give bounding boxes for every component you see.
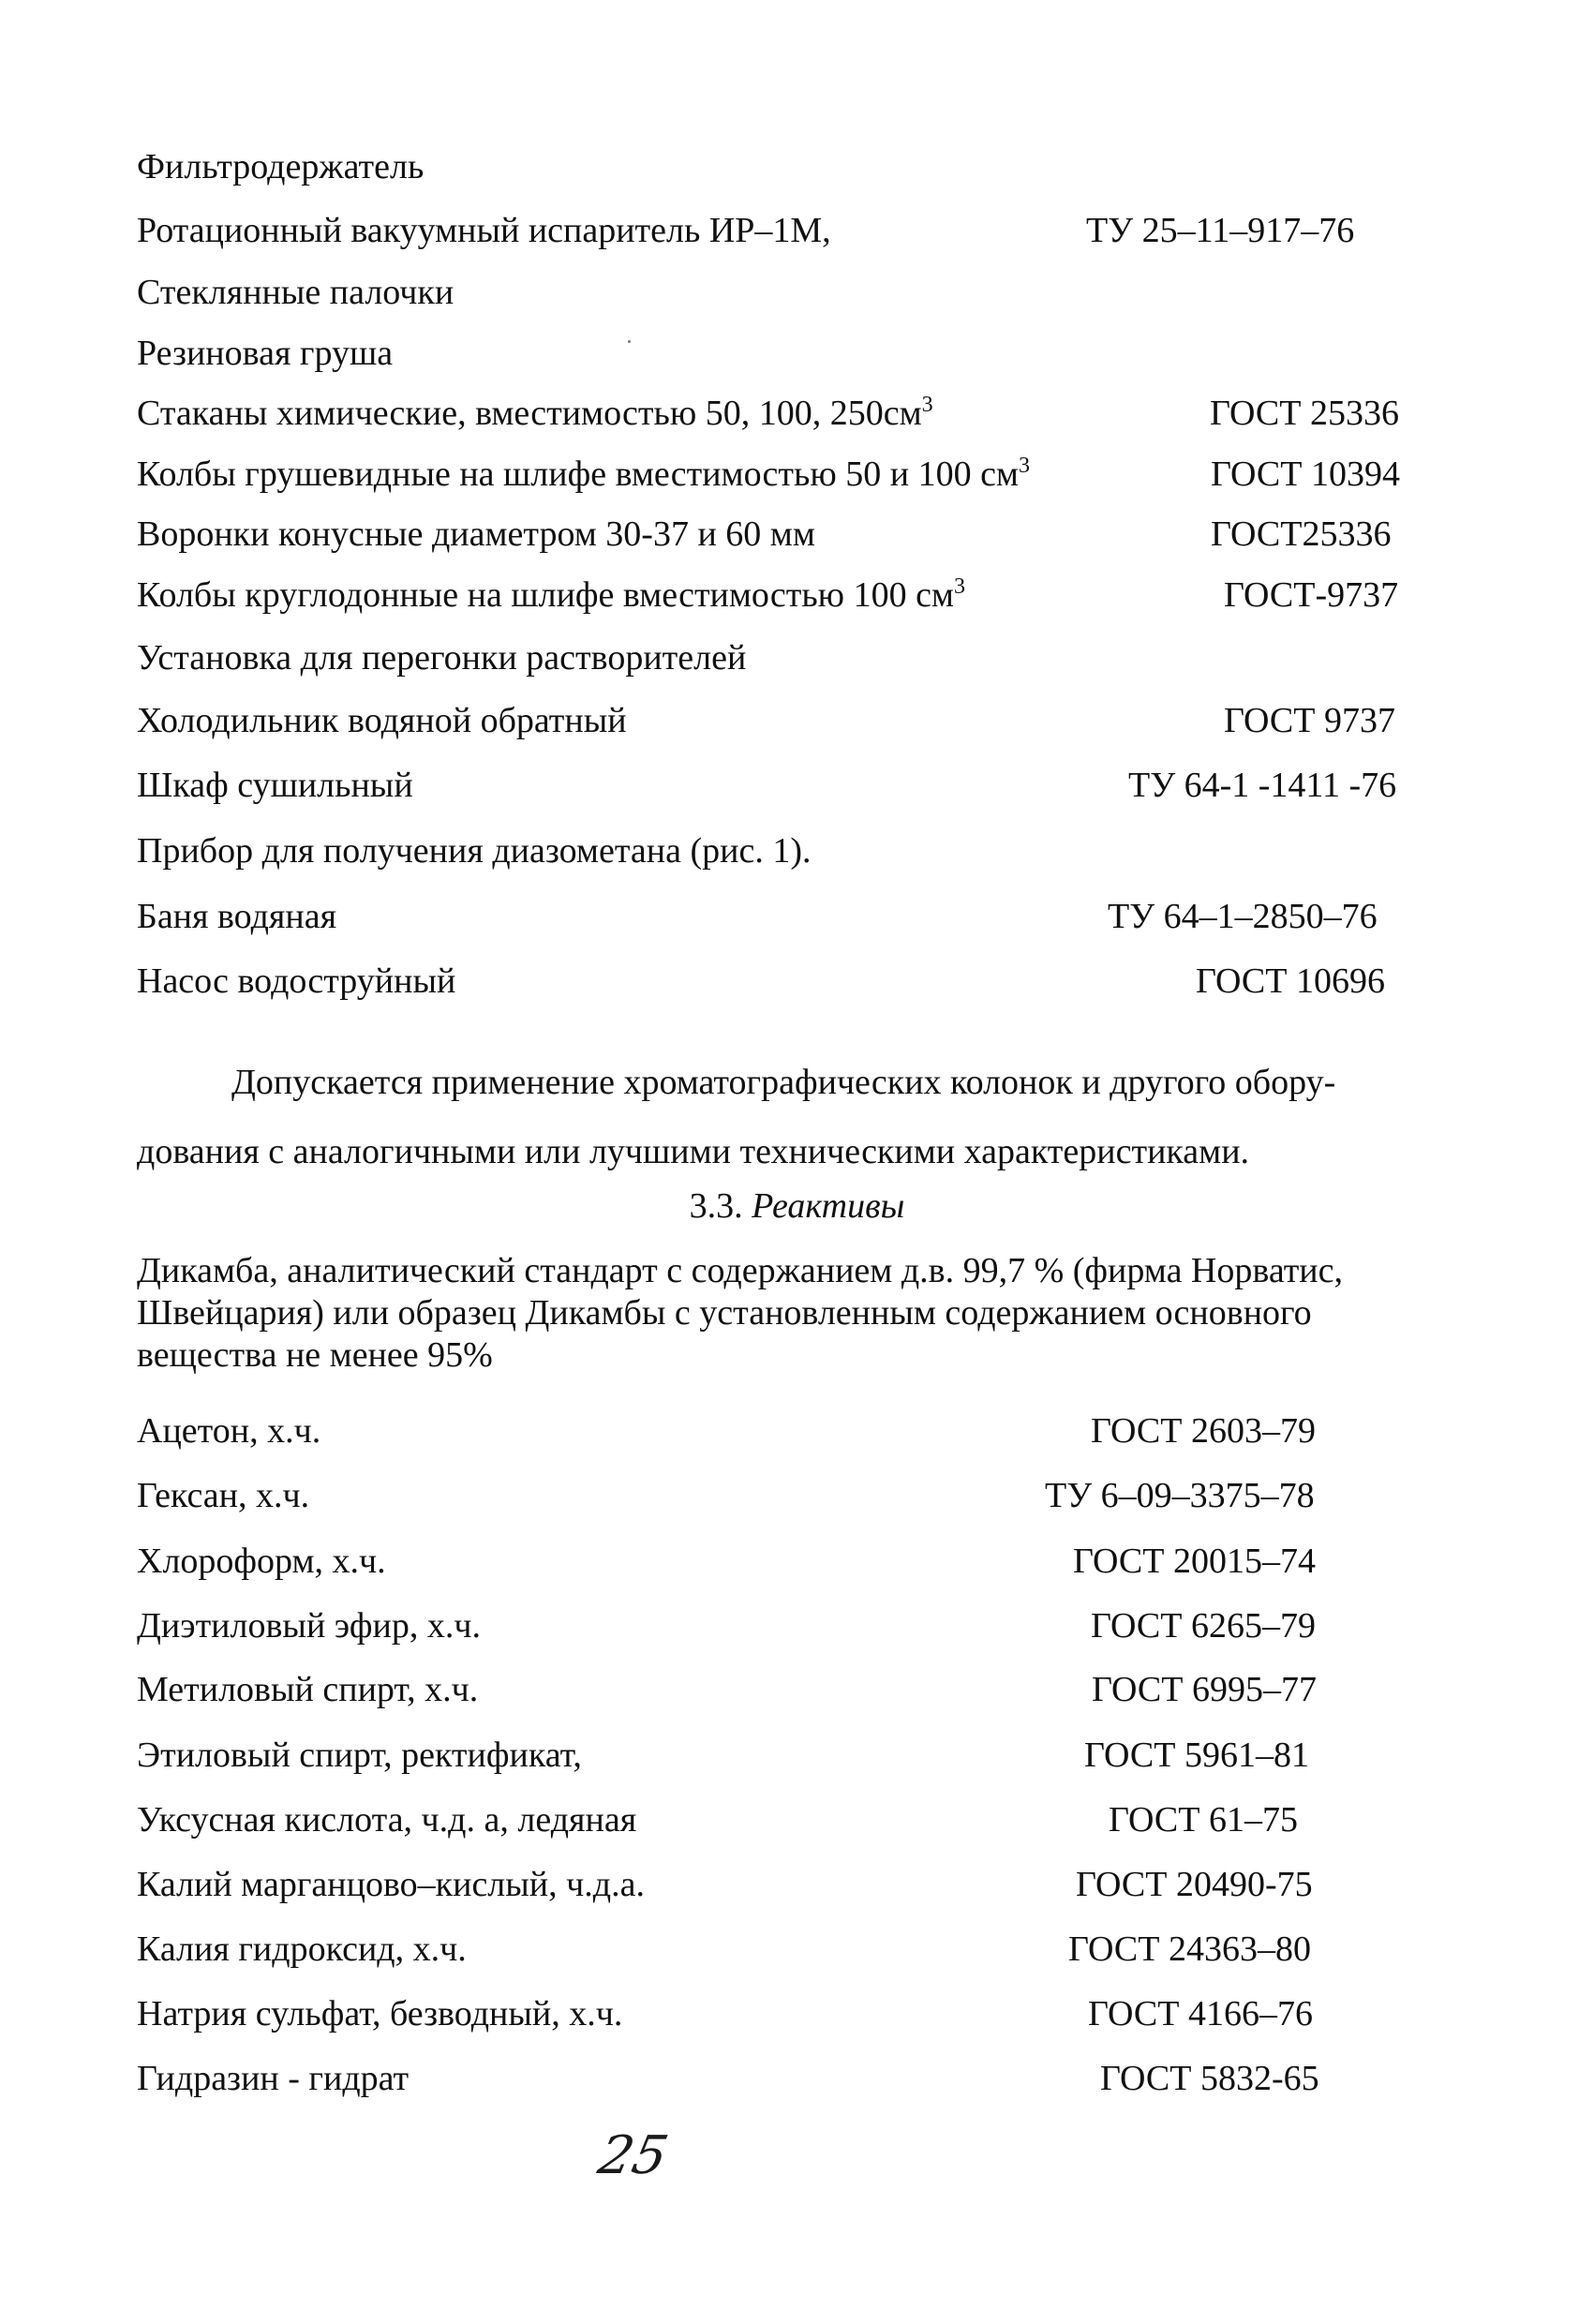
reagent-standard: ГОСТ 5832-65 [1100,2059,1319,2098]
superscript: 3 [921,393,933,417]
equipment-name: Колбы круглодонные на шлифе вместимостью 100 $см^3$ [137,574,965,615]
superscript: 3 [1018,454,1030,478]
reagent-name: Этиловый спирт, ректификат, [137,1736,582,1775]
superscript: 3 [953,574,965,599]
equipment-standard: ТУ 64-1 -1411 -76 [1128,766,1397,805]
reagent-name: Гидразин - гидрат [137,2059,410,2098]
reagent-name: Гексан, х.ч. [137,1476,310,1515]
equipment-standard: ГОСТ 25336 [1210,394,1399,433]
reagent-name: Калий марганцово–кислый, ч.д.а. [137,1865,645,1904]
reagent-name: Натрия сульфат, безводный, х.ч. [137,1994,623,2034]
note-paragraph [137,1048,1430,1186]
equipment-standard: ГОСТ25336 [1211,514,1392,554]
reagent-name: Уксусная кислота, ч.д. а, ледяная [137,1800,637,1840]
equipment-standard: ГОСТ 10394 [1211,454,1400,494]
equipment-name: Установка для перегонки растворителей [137,638,747,678]
dicamba-line: Швейцария) или образец Дикамбы с установленным содержанием основного [137,1293,1312,1333]
equipment-name: Стаканы химические, вместимостью 50, 100, $250см^3$ [137,393,933,433]
reagent-name: Хлороформ, х.ч. [137,1542,386,1581]
equipment-name: Насос водоструйный [137,961,456,1001]
equipment-name: Воронки конусные диаметром 30-37 и 60 мм [137,514,815,554]
equipment-name: Ротационный вакуумный испаритель ИР–1М, [137,211,831,250]
equipment-standard: ГОСТ 9737 [1224,701,1395,740]
scan-speck [628,340,631,343]
note-line: дования с аналогичными или лучшими техническими характеристиками. [137,1132,1250,1171]
equipment-name: Шкаф сушильный [137,766,413,805]
section-heading [0,1184,1594,1228]
section-title: Реактивы [752,1186,905,1226]
page-number: 25 [593,2125,674,2186]
reagent-standard: ГОСТ 20015–74 [1073,1542,1316,1581]
reagent-standard: ГОСТ 20490-75 [1076,1865,1313,1904]
reagent-name: Ацетон, х.ч. [137,1411,321,1451]
equipment-standard: ТУ 25–11–917–76 [1086,211,1355,250]
equipment-name: Резиновая груша [137,334,394,373]
dicamba-paragraph [137,1250,1467,1377]
equipment-name: Прибор для получения диазометана (рис. 1). [137,831,812,871]
section-number: 3.3. [689,1186,743,1226]
reagent-standard: ГОСТ 24363–80 [1068,1929,1311,1969]
equipment-name: Колбы грушевидные на шлифе вместимостью 50 и 100 $см^3$ [137,454,1030,494]
equipment-standard: ГОСТ 10696 [1196,961,1385,1001]
equipment-name: Стеклянные палочки [137,273,454,312]
reagent-standard: ГОСТ 61–75 [1109,1800,1298,1840]
equipment-name: Фильтродержатель [137,147,425,186]
equipment-name: Баня водяная [137,897,337,936]
dicamba-line: вещества не менее 95% [137,1335,493,1375]
reagent-standard: ГОСТ 6265–79 [1091,1606,1316,1646]
reagent-standard: ТУ 6–09–3375–78 [1045,1476,1315,1515]
dicamba-line: Дикамба, аналитический стандарт с содержанием д.в. 99,7 % (фирма Норватис, [137,1251,1344,1290]
reagent-name: Метиловый спирт, х.ч. [137,1670,479,1709]
reagent-standard: ГОСТ 2603–79 [1091,1411,1316,1451]
note-line: Допускается применение хроматографических колонок и другого обору- [231,1063,1336,1102]
equipment-name: Холодильник водяной обратный [137,701,627,740]
reagent-name: Диэтиловый эфир, х.ч. [137,1606,481,1646]
reagent-name: Калия гидроксид, х.ч. [137,1929,467,1969]
reagent-standard: ГОСТ 5961–81 [1084,1736,1309,1775]
reagent-standard: ГОСТ 6995–77 [1092,1670,1317,1709]
equipment-standard: ГОСТ-9737 [1224,575,1399,615]
reagent-standard: ГОСТ 4166–76 [1088,1994,1313,2034]
equipment-standard: ТУ 64–1–2850–76 [1108,897,1378,936]
